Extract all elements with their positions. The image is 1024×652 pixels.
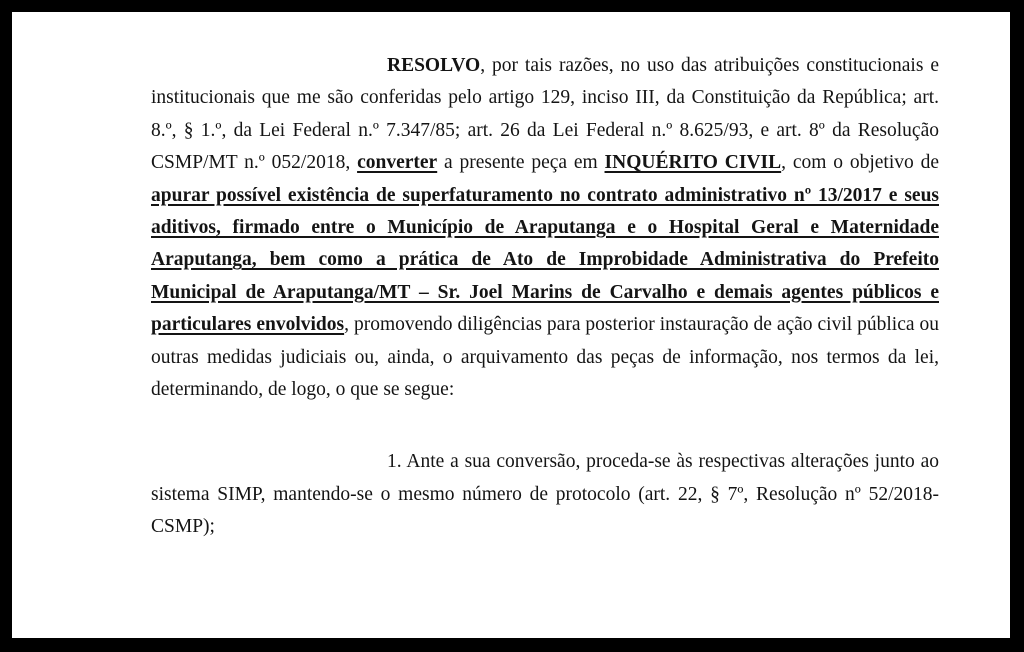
conversion-text: a presente peça em bbox=[437, 152, 605, 174]
objective-intro-text: , com o objetivo de bbox=[781, 152, 939, 174]
document-frame bbox=[12, 12, 1010, 638]
inquerito-civil-keyword: INQUÉRITO CIVIL bbox=[604, 152, 782, 174]
resolvo-keyword: RESOLVO bbox=[387, 55, 481, 76]
objective-text: apurar possível existência de superfaturamento no contrato administrativo nº 13/2017 e seus aditivos, firmado entre o Município de Araputanga e o Hospital Geral e Maternidade Araputanga, bem como a prática de Ato de Improbidade Administrativa do Prefeito Municipal de Araputanga/MT – Sr. Joel Marins de Carvalho e demais agentes públicos e particulares envolvidos bbox=[151, 184, 939, 336]
diligences-text: , promovendo diligências para posterior instauração de ação civil pública ou outras medidas judiciais ou, ainda, o arquivamento das peças de informação, nos termos da lei, determinando, de logo, o que se segue: bbox=[151, 314, 939, 401]
resolution-paragraph bbox=[151, 50, 939, 406]
item-1-paragraph: 1. Ante a sua conversão, proceda-se às respectivas alterações junto ao sistema SIMP, mantendo-se o mesmo número de protocolo (art. 22, § 7º, Resolução nº 52/2018-CSMP); bbox=[151, 451, 939, 538]
converter-keyword: converter bbox=[357, 152, 438, 174]
document-body bbox=[151, 50, 939, 544]
legal-basis-text: , por tais razões, no uso das atribuições constitucionais e institucionais que me são conferidas pelo artigo 129, inciso III, da Constituição da República; art. 8.º, § 1.º, da Lei Federal n.º 7.347/85; art. 26 da Lei Federal n.º 8.625/93, e art. 8º da Resolução CSMP/MT n.º 052/2018, bbox=[151, 55, 939, 174]
